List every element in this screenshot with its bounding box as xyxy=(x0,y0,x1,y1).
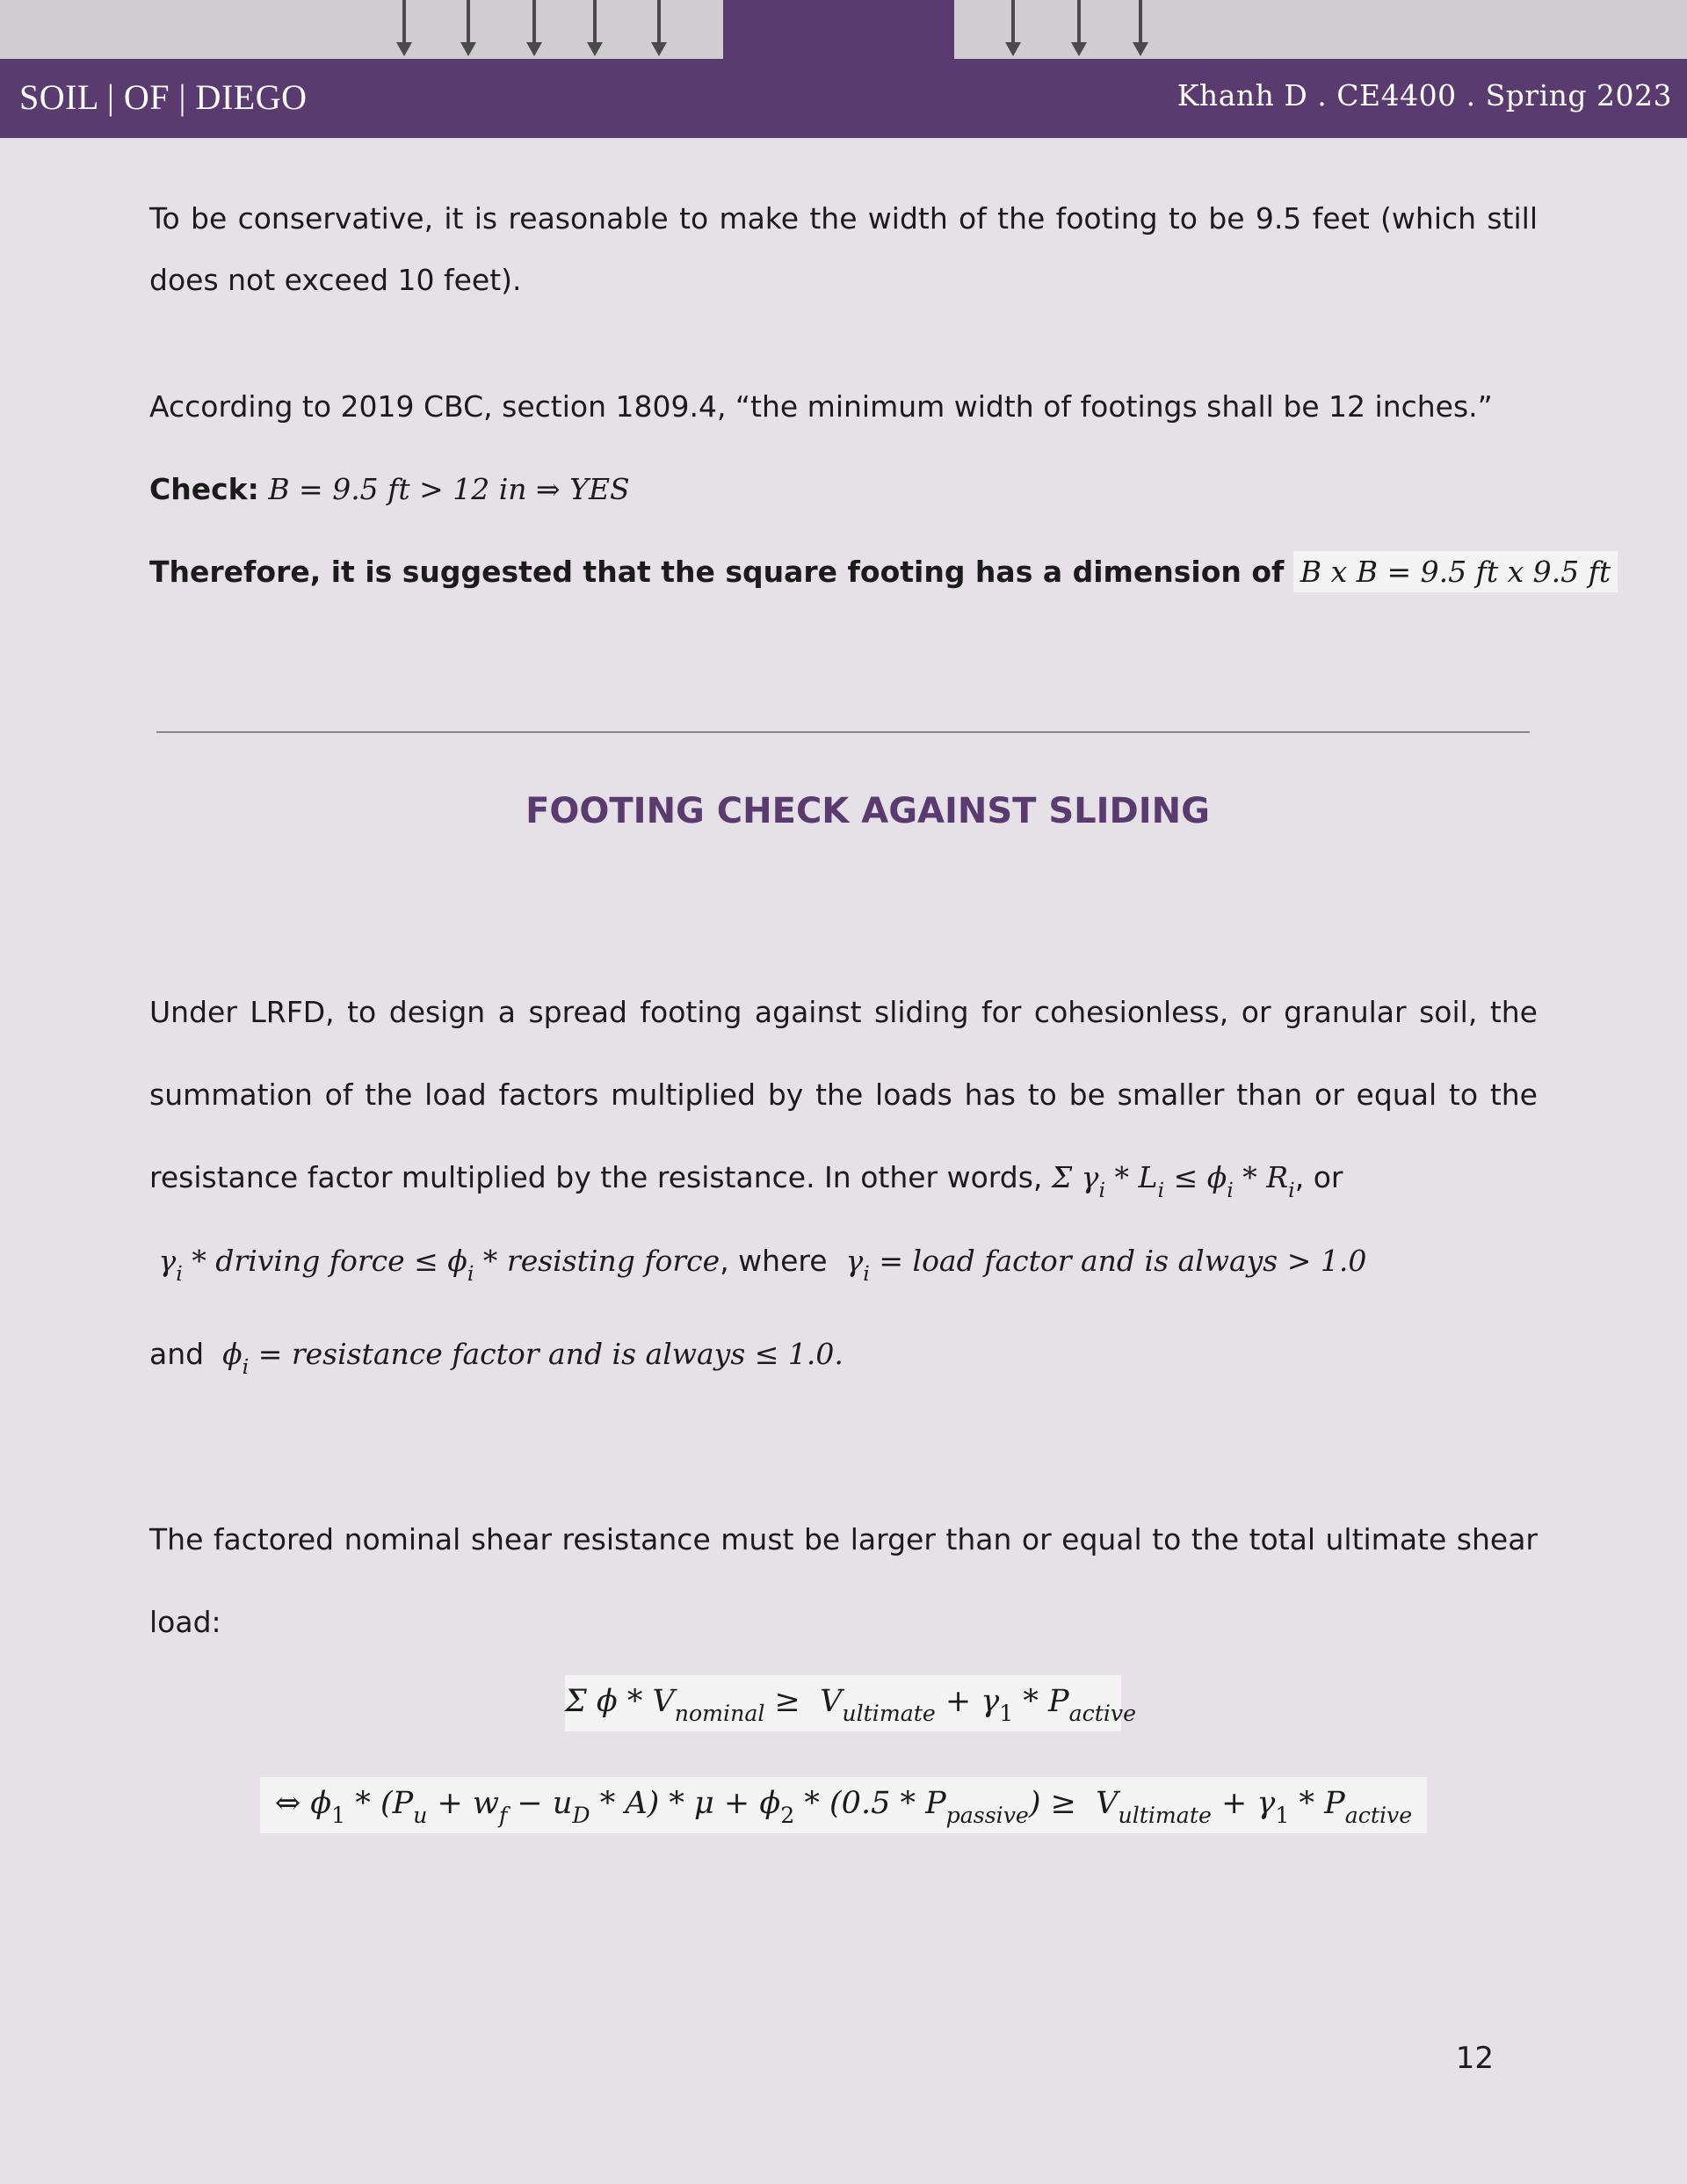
down-arrow-icon xyxy=(1003,0,1024,58)
author-course: Khanh D . CE4400 . Spring 2023 xyxy=(1177,78,1672,112)
top-footing-block xyxy=(723,0,954,59)
lrfd-text: Under LRFD, to design a spread footing against sliding for cohesionless, or granular soil, the summation of the load factors multiplied by the loads has to be smaller than or equal to the resistance factor multiplied by the resistance. In other words, xyxy=(149,995,1538,1194)
down-arrow-icon xyxy=(1130,0,1151,58)
footing-dimension: B x B = 9.5 ft x 9.5 ft xyxy=(1293,551,1618,592)
down-arrow-icon xyxy=(584,0,605,58)
phi-definition: = resistance factor and is always ≤ 1.0. xyxy=(257,1337,844,1371)
down-arrow-icon xyxy=(1068,0,1090,58)
page-number: 12 xyxy=(1455,2041,1494,2076)
brand-title: SOIL | OF | DIEGO xyxy=(19,77,308,117)
gamma-definition-line xyxy=(149,1230,1661,1295)
therefore-text: Therefore, it is suggested that the square footing has a dimension of xyxy=(149,555,1285,589)
gamma-definition: = load factor and is always > 1.0 xyxy=(879,1244,1367,1278)
equation-sliding-2: ⇔ $\phi_1 * (P_u + w_f - u_D * A) * \mu + \phi_2 * (0.5 * P_{passive}) \ge V_{ultimate} + \gamma_1 * P_{active}$ xyxy=(260,1777,1427,1833)
gamma-inequality: $\gamma_i$ * driving force ≤ $\phi_i$ * resisting force xyxy=(149,1244,720,1286)
equation-sliding-1: Σ $\phi * V_{nominal} \ge V_{ultimate} + \gamma_1 * P_{active}$ xyxy=(565,1675,1121,1731)
lrfd-inequality: Σ $\gamma_i * L_i \le \phi_i * R_i$ xyxy=(1051,1160,1295,1202)
phi-definition-line xyxy=(149,1324,1538,1388)
down-arrow-icon xyxy=(458,0,479,58)
section-title: FOOTING CHECK AGAINST SLIDING xyxy=(525,791,1210,831)
and-word: and xyxy=(149,1337,205,1371)
section-divider xyxy=(156,731,1530,733)
paragraph-cbc-reference: According to 2019 CBC, section 1809.4, “the minimum width of footings shall be 12 inches.” xyxy=(149,389,1493,424)
gamma-symbol: $\gamma_i$ xyxy=(836,1244,870,1286)
lrfd-tail: , or xyxy=(1294,1160,1343,1194)
therefore-line xyxy=(149,541,1661,603)
paragraph-shear-resistance: The factored nominal shear resistance must be larger than or equal to the total ultimate shear load: xyxy=(149,1522,1538,1639)
down-arrow-icon xyxy=(648,0,670,58)
check-label: Check: xyxy=(149,472,259,506)
where-word: , where xyxy=(720,1244,828,1278)
page-header xyxy=(0,59,1687,138)
paragraph-width-conservative: To be conservative, it is reasonable to make the width of the footing to be 9.5 feet (which still does not exceed 10 feet). xyxy=(149,201,1538,297)
down-arrow-icon xyxy=(524,0,545,58)
check-line xyxy=(149,459,1538,520)
phi-symbol: $\phi_i$ xyxy=(213,1337,250,1379)
paragraph-lrfd xyxy=(149,971,1538,1222)
check-expression: B = 9.5 ft > 12 in ⇒ YES xyxy=(268,472,630,506)
down-arrow-icon xyxy=(394,0,415,58)
